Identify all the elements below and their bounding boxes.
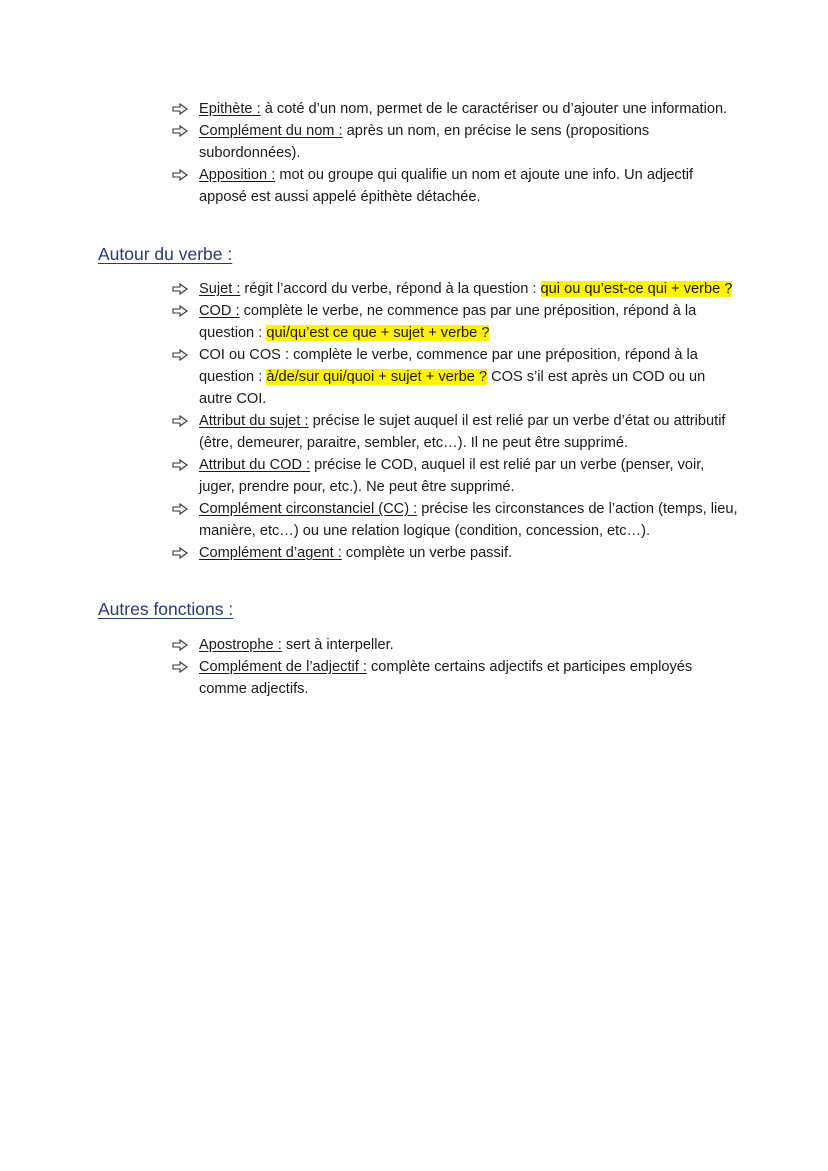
definition-text: précise les circonstances de l’action (temps, lieu, manière, etc…) ou une relation logique (condition, concession, etc…).: [199, 501, 738, 539]
right-arrow-icon: [172, 283, 188, 295]
right-arrow-icon: [172, 661, 188, 673]
definition-text: complète un verbe passif.: [341, 545, 513, 561]
term-label: Complément de l’adjectif :: [199, 659, 367, 675]
term-label: Complément d’agent :: [199, 545, 342, 561]
right-arrow-icon: [172, 305, 188, 317]
term-label: Complément circonstanciel (CC) :: [199, 501, 418, 517]
right-arrow-icon: [172, 125, 188, 137]
right-arrow-icon: [172, 415, 188, 427]
definition-text: régit l’accord du verbe, répond à la question :: [240, 281, 541, 297]
list-section-autres: [170, 634, 740, 700]
highlighted-question: qui/qu’est ce que + sujet + verbe ?: [266, 325, 490, 341]
term-label: Apposition :: [199, 167, 276, 183]
list-item-coi-cos: [170, 344, 740, 410]
list-item-attribut-du-cod: [170, 454, 740, 498]
term-label: Epithète :: [199, 101, 261, 117]
definition-text: précise le sujet auquel il est relié par un verbe d’état ou attributif (être, demeurer, paraitre, sembler, etc…). Il ne peut être supprimé.: [199, 413, 726, 451]
definition-text: à coté d’un nom, permet de le caractériser ou d’ajouter une information.: [260, 101, 728, 117]
list-item-epithete: [170, 98, 740, 120]
term-label: Apostrophe :: [199, 637, 282, 653]
right-arrow-icon: [172, 547, 188, 559]
list-item-sujet: [170, 278, 740, 300]
term-label: Attribut du sujet :: [199, 413, 309, 429]
list-item-cod: [170, 300, 740, 344]
right-arrow-icon: [172, 103, 188, 115]
right-arrow-icon: [172, 503, 188, 515]
highlighted-question: à/de/sur qui/quoi + sujet + verbe ?: [266, 369, 488, 385]
list-item-complement-du-nom: [170, 120, 740, 164]
definition-text: complète certains adjectifs et participes employés comme adjectifs.: [199, 659, 693, 697]
right-arrow-icon: [172, 349, 188, 361]
right-arrow-icon: [172, 169, 188, 181]
list-item-apostrophe: [170, 634, 740, 656]
section-heading-autres-fonctions: [98, 597, 233, 621]
heading-text: Autres fonctions :: [98, 599, 234, 619]
list-section-verbe: [170, 278, 740, 564]
list-section-intro: [170, 98, 740, 208]
definition-text: sert à interpeller.: [281, 637, 394, 653]
right-arrow-icon: [172, 639, 188, 651]
definition-text: après un nom, en précise le sens (propositions subordonnées).: [199, 123, 650, 161]
list-item-attribut-du-sujet: [170, 410, 740, 454]
definition-text: complète le verbe, ne commence pas par une préposition, répond à la question :: [199, 303, 697, 341]
definition-text: mot ou groupe qui qualifie un nom et ajoute une info. Un adjectif apposé est aussi appelé épithète détachée.: [199, 167, 694, 205]
term-label: Complément du nom :: [199, 123, 343, 139]
definition-text: précise le COD, auquel il est relié par un verbe (penser, voir, juger, prendre pour, etc.). Ne peut être supprimé.: [199, 457, 705, 495]
section-heading-autour-du-verbe: [98, 242, 232, 266]
term-label: COD :: [199, 303, 240, 319]
term-label: Sujet :: [199, 281, 241, 297]
highlighted-question: qui ou qu’est-ce qui + verbe ?: [540, 281, 733, 297]
list-item-complement-circonstanciel: [170, 498, 740, 542]
definition-tail: COS s’il est après un COD ou un autre COI.: [199, 369, 706, 407]
definition-text: COI ou COS : complète le verbe, commence par une préposition, répond à la question :: [199, 347, 698, 385]
list-item-complement-de-l-adjectif: [170, 656, 740, 700]
right-arrow-icon: [172, 459, 188, 471]
list-item-apposition: [170, 164, 740, 208]
heading-text: Autour du verbe :: [98, 244, 233, 264]
list-item-complement-d-agent: [170, 542, 740, 564]
term-label: Attribut du COD :: [199, 457, 311, 473]
